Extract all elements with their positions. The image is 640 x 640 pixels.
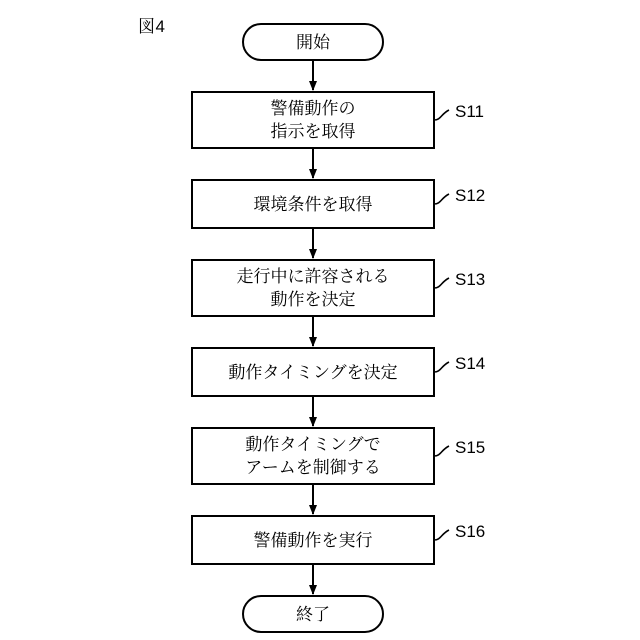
end-terminator	[243, 596, 383, 632]
process-box-s13	[192, 260, 434, 316]
leader-s15	[434, 446, 449, 456]
process-box-s11	[192, 92, 434, 148]
start-terminator-text: 開始	[296, 32, 330, 52]
process-box-s16	[192, 516, 434, 564]
process-box-s15	[192, 428, 434, 484]
step-id-s12: S12	[455, 186, 486, 205]
leader-s14	[434, 362, 449, 372]
process-text-line: 指示を取得	[270, 122, 356, 141]
leader-s11	[434, 110, 449, 120]
process-text-line: 警備動作の	[270, 99, 356, 118]
step-id-s15: S15	[455, 438, 486, 457]
process-box-s14	[192, 348, 434, 396]
process-text-line: 走行中に許容される	[236, 267, 390, 286]
start-terminator	[243, 24, 383, 60]
leader-s13	[434, 278, 449, 288]
process-text-line: 動作タイミングで	[245, 435, 381, 454]
end-terminator-text: 終了	[296, 604, 330, 624]
leader-s16	[434, 530, 449, 540]
step-id-s16: S16	[455, 522, 486, 541]
process-text-line: 警備動作を実行	[253, 530, 373, 550]
leader-s12	[434, 194, 449, 204]
process-box-s12	[192, 180, 434, 228]
process-text-line: アームを制御する	[245, 458, 381, 477]
step-id-s11: S11	[455, 102, 484, 121]
step-id-s13: S13	[455, 270, 486, 289]
step-id-s14: S14	[455, 354, 486, 373]
process-text-line: 動作を決定	[270, 290, 356, 309]
process-text-line: 動作タイミングを決定	[228, 362, 398, 382]
figure-number-label: 図4	[138, 17, 166, 36]
process-text-line: 環境条件を取得	[253, 194, 373, 214]
